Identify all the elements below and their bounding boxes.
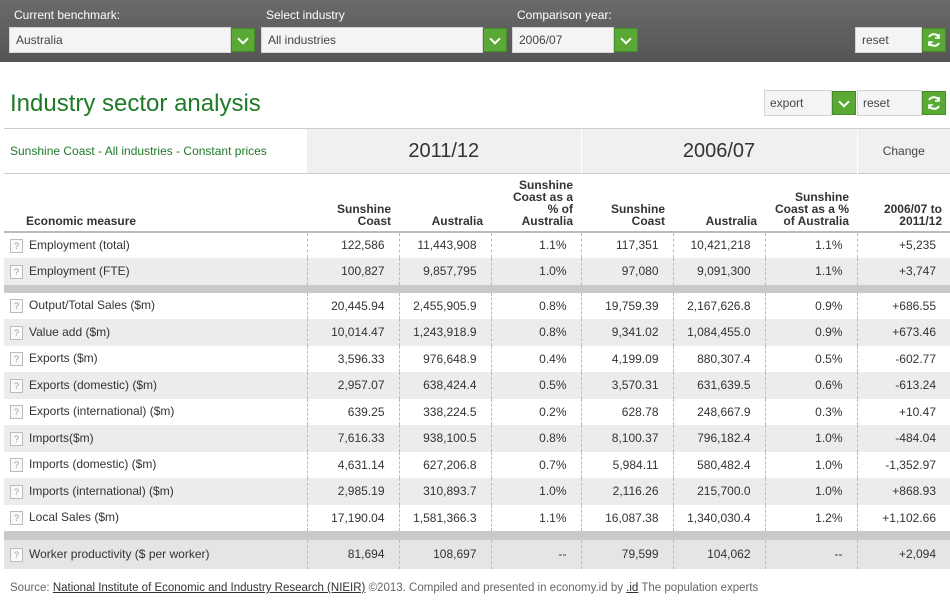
value-cell-b-pct: -- — [765, 539, 857, 569]
industry-label: Select industry — [266, 8, 345, 22]
help-icon[interactable]: ? — [10, 548, 23, 562]
change-header: Change — [857, 129, 950, 174]
value-cell-chg: -602.77 — [895, 351, 936, 366]
value-cell-a-sc: 20,445.94 — [307, 293, 399, 320]
value-cell-a-aus: 976,648.9 — [399, 346, 491, 373]
value-cell-a-pct: 0.8% — [491, 319, 581, 346]
source-note — [10, 582, 758, 594]
measure-cell — [4, 505, 307, 532]
source-middle: ©2013. Compiled and presented in economy.id by — [365, 582, 627, 594]
source-prefix: Source: — [10, 582, 53, 594]
row-separator — [4, 531, 950, 539]
measure-label: Imports($m) — [29, 430, 94, 445]
value-cell-a-sc: 2,985.19 — [307, 478, 399, 505]
value-cell-a-pct: -- — [491, 539, 581, 569]
value-cell-b-sc: 5,984.11 — [581, 452, 673, 479]
table-row — [4, 293, 950, 320]
source-suffix: The population experts — [638, 582, 759, 594]
table-row — [4, 452, 950, 479]
measure-cell — [4, 452, 307, 479]
measure-label: Value add ($m) — [29, 324, 111, 339]
help-icon[interactable]: ? — [10, 405, 23, 419]
measure-label: Exports (international) ($m) — [29, 404, 175, 419]
value-cell-a-sc: 17,190.04 — [307, 505, 399, 532]
value-cell-a-pct: 1.1% — [491, 505, 581, 532]
value-cell-b-aus: 1,340,030.4 — [673, 505, 765, 532]
value-cell-chg: -613.24 — [857, 372, 950, 399]
value-cell-b-pct: 0.6% — [765, 372, 857, 399]
panel-refresh-icon[interactable] — [922, 91, 946, 115]
value-cell-b-aus: 1,084,455.0 — [673, 319, 765, 346]
value-cell-b-sc: 19,759.39 — [581, 293, 673, 320]
value-cell-b-sc: 8,100.37 — [581, 425, 673, 452]
col-b-aus: Australia — [673, 174, 765, 232]
value-cell-b-aus: 9,091,300 — [673, 258, 765, 285]
measure-cell — [4, 539, 307, 569]
help-icon[interactable]: ? — [10, 265, 23, 279]
measure-cell — [4, 346, 307, 373]
measure-label: Worker productivity ($ per worker) — [29, 546, 210, 561]
help-icon[interactable]: ? — [10, 379, 23, 393]
value-cell-b-sc: 9,341.02 — [581, 319, 673, 346]
value-cell-b-pct: 1.0% — [765, 425, 857, 452]
value-cell-a-aus: 108,697 — [399, 539, 491, 569]
row-separator — [4, 285, 950, 293]
value-cell-b-sc: 3,570.31 — [581, 372, 673, 399]
table-row — [4, 319, 950, 346]
col-b-sc: Sunshine Coast — [581, 174, 673, 232]
value-cell-a-pct: 0.2% — [491, 399, 581, 426]
measure-label: Employment (FTE) — [29, 263, 130, 278]
col-b-pct: Sunshine Coast as a % of Australia — [765, 174, 857, 232]
col-a-aus: Australia — [399, 174, 491, 232]
value-cell-a-aus: 627,206.8 — [399, 452, 491, 479]
value-cell-a-pct: 0.4% — [491, 346, 581, 373]
year-select[interactable]: 2006/07 — [512, 27, 614, 53]
value-cell-a-aus: 310,893.7 — [399, 478, 491, 505]
id-link[interactable]: .id — [626, 582, 639, 594]
value-cell-a-pct: 1.0% — [491, 478, 581, 505]
reset-button[interactable]: reset — [855, 27, 922, 53]
measure-label: Imports (domestic) ($m) — [29, 457, 157, 472]
value-cell-a-sc: 3,596.33 — [307, 346, 399, 373]
value-cell-a-sc: 639.25 — [307, 399, 399, 426]
benchmark-dropdown-icon[interactable] — [231, 28, 255, 52]
year-label: Comparison year: — [517, 8, 612, 22]
table-row — [4, 399, 950, 426]
page-title: Industry sector analysis — [10, 90, 261, 117]
value-cell-b-sc: 4,199.09 — [581, 346, 673, 373]
table-row — [4, 539, 950, 569]
col-a-sc: Sunshine Coast — [307, 174, 399, 232]
value-cell-b-aus: 10,421,218 — [673, 232, 765, 259]
value-cell-b-pct: 1.1% — [765, 258, 857, 285]
value-cell-b-aus: 796,182.4 — [673, 425, 765, 452]
refresh-icon[interactable] — [922, 28, 946, 52]
measure-cell — [4, 319, 307, 346]
measure-cell — [4, 399, 307, 426]
measure-cell — [4, 425, 307, 452]
value-cell-b-sc: 97,080 — [581, 258, 673, 285]
value-cell-a-aus: 338,224.5 — [399, 399, 491, 426]
value-cell-b-sc: 117,351 — [581, 232, 673, 259]
help-icon[interactable]: ? — [10, 511, 23, 525]
value-cell-a-sc: 7,616.33 — [307, 425, 399, 452]
value-cell-a-pct: 0.8% — [491, 293, 581, 320]
value-cell-a-pct: 1.0% — [491, 258, 581, 285]
measure-cell — [4, 232, 307, 259]
value-cell-a-pct: 0.8% — [491, 425, 581, 452]
value-cell-a-sc: 81,694 — [307, 539, 399, 569]
col-change: 2006/07 to 2011/12 — [857, 174, 950, 232]
value-cell-b-aus: 248,667.9 — [673, 399, 765, 426]
value-cell-a-aus: 938,100.5 — [399, 425, 491, 452]
table-row — [4, 505, 950, 532]
value-cell-a-sc: 122,586 — [307, 232, 399, 259]
value-cell-b-pct: 1.1% — [765, 232, 857, 259]
value-cell-chg: +3,747 — [857, 258, 950, 285]
measure-label: Output/Total Sales ($m) — [29, 298, 156, 313]
table-row — [4, 346, 950, 373]
filter-bar — [0, 0, 950, 62]
table-row — [4, 232, 950, 259]
export-select[interactable]: export — [764, 90, 832, 116]
value-cell-b-pct: 1.2% — [765, 505, 857, 532]
measure-label: Exports ($m) — [29, 351, 98, 366]
industry-table — [4, 128, 950, 569]
panel-reset-button[interactable]: reset — [857, 90, 922, 116]
help-icon[interactable]: ? — [10, 432, 23, 446]
value-cell-b-aus: 2,167,626.8 — [673, 293, 765, 320]
help-icon[interactable]: ? — [10, 352, 23, 366]
value-cell-b-aus: 631,639.5 — [673, 372, 765, 399]
value-cell-b-aus: 104,062 — [673, 539, 765, 569]
industry-select[interactable]: All industries — [261, 27, 483, 53]
value-cell-a-aus: 9,857,795 — [399, 258, 491, 285]
measure-cell — [4, 478, 307, 505]
nieir-link[interactable]: National Institute of Economic and Industry Research (NIEIR) — [52, 582, 366, 594]
help-icon[interactable]: ? — [10, 485, 23, 499]
measure-label: Employment (total) — [29, 237, 130, 252]
table-subtitle: Sunshine Coast - All industries - Constant prices — [4, 129, 307, 174]
value-cell-a-pct: 0.7% — [491, 452, 581, 479]
value-cell-b-pct: 0.3% — [765, 399, 857, 426]
value-cell-chg: +5,235 — [898, 238, 936, 253]
table-row — [4, 425, 950, 452]
help-icon[interactable]: ? — [10, 239, 23, 253]
value-cell-a-sc: 4,631.14 — [307, 452, 399, 479]
year-dropdown-icon[interactable] — [614, 28, 638, 52]
help-icon[interactable]: ? — [10, 326, 23, 340]
value-cell-b-pct: 1.0% — [765, 478, 857, 505]
measure-label: Imports (international) ($m) — [29, 483, 174, 498]
measure-cell — [4, 293, 307, 320]
measure-cell — [4, 258, 307, 285]
value-cell-b-pct: 0.9% — [765, 319, 857, 346]
value-cell-a-sc: 10,014.47 — [307, 319, 399, 346]
value-cell-a-aus: 638,424.4 — [399, 372, 491, 399]
table-row — [4, 372, 950, 399]
col-a-pct: Sunshine Coast as a % of Australia — [491, 174, 581, 232]
analysis-panel — [2, 82, 948, 608]
value-cell-a-sc: 2,957.07 — [307, 372, 399, 399]
value-cell-a-pct: 1.1% — [491, 232, 581, 259]
value-cell-chg: +673.46 — [857, 319, 950, 346]
value-cell-chg: +686.55 — [892, 298, 936, 313]
value-cell-chg: +1,102.66 — [882, 510, 936, 525]
value-cell-b-aus: 880,307.4 — [673, 346, 765, 373]
value-cell-chg: -1,352.97 — [885, 457, 936, 472]
period-b-header: 2006/07 — [581, 129, 857, 174]
table-row — [4, 478, 950, 505]
benchmark-select[interactable]: Australia — [9, 27, 231, 53]
value-cell-a-aus: 1,581,366.3 — [399, 505, 491, 532]
measure-cell — [4, 372, 307, 399]
value-cell-b-sc: 2,116.26 — [581, 478, 673, 505]
value-cell-b-pct: 0.5% — [765, 346, 857, 373]
measure-label: Local Sales ($m) — [29, 510, 120, 525]
value-cell-b-pct: 0.9% — [765, 293, 857, 320]
value-cell-b-sc: 628.78 — [581, 399, 673, 426]
value-cell-chg: +868.93 — [857, 478, 950, 505]
industry-dropdown-icon[interactable] — [483, 28, 507, 52]
export-dropdown-icon[interactable] — [832, 91, 856, 115]
measure-label: Exports (domestic) ($m) — [29, 377, 158, 392]
value-cell-a-pct: 0.5% — [491, 372, 581, 399]
value-cell-a-aus: 11,443,908 — [399, 232, 491, 259]
value-cell-a-aus: 2,455,905.9 — [399, 293, 491, 320]
value-cell-b-aus: 580,482.4 — [673, 452, 765, 479]
value-cell-b-sc: 79,599 — [581, 539, 673, 569]
value-cell-chg: -484.04 — [857, 425, 950, 452]
col-measure: Economic measure — [4, 174, 307, 232]
help-icon[interactable]: ? — [10, 299, 23, 313]
period-a-header: 2011/12 — [307, 129, 581, 174]
table-row — [4, 258, 950, 285]
help-icon[interactable]: ? — [10, 458, 23, 472]
value-cell-a-aus: 1,243,918.9 — [399, 319, 491, 346]
value-cell-chg: +2,094 — [857, 539, 950, 569]
value-cell-chg: +10.47 — [898, 404, 936, 419]
value-cell-b-sc: 16,087.38 — [581, 505, 673, 532]
value-cell-b-aus: 215,700.0 — [673, 478, 765, 505]
benchmark-label: Current benchmark: — [14, 8, 121, 22]
value-cell-b-pct: 1.0% — [765, 452, 857, 479]
value-cell-a-sc: 100,827 — [307, 258, 399, 285]
